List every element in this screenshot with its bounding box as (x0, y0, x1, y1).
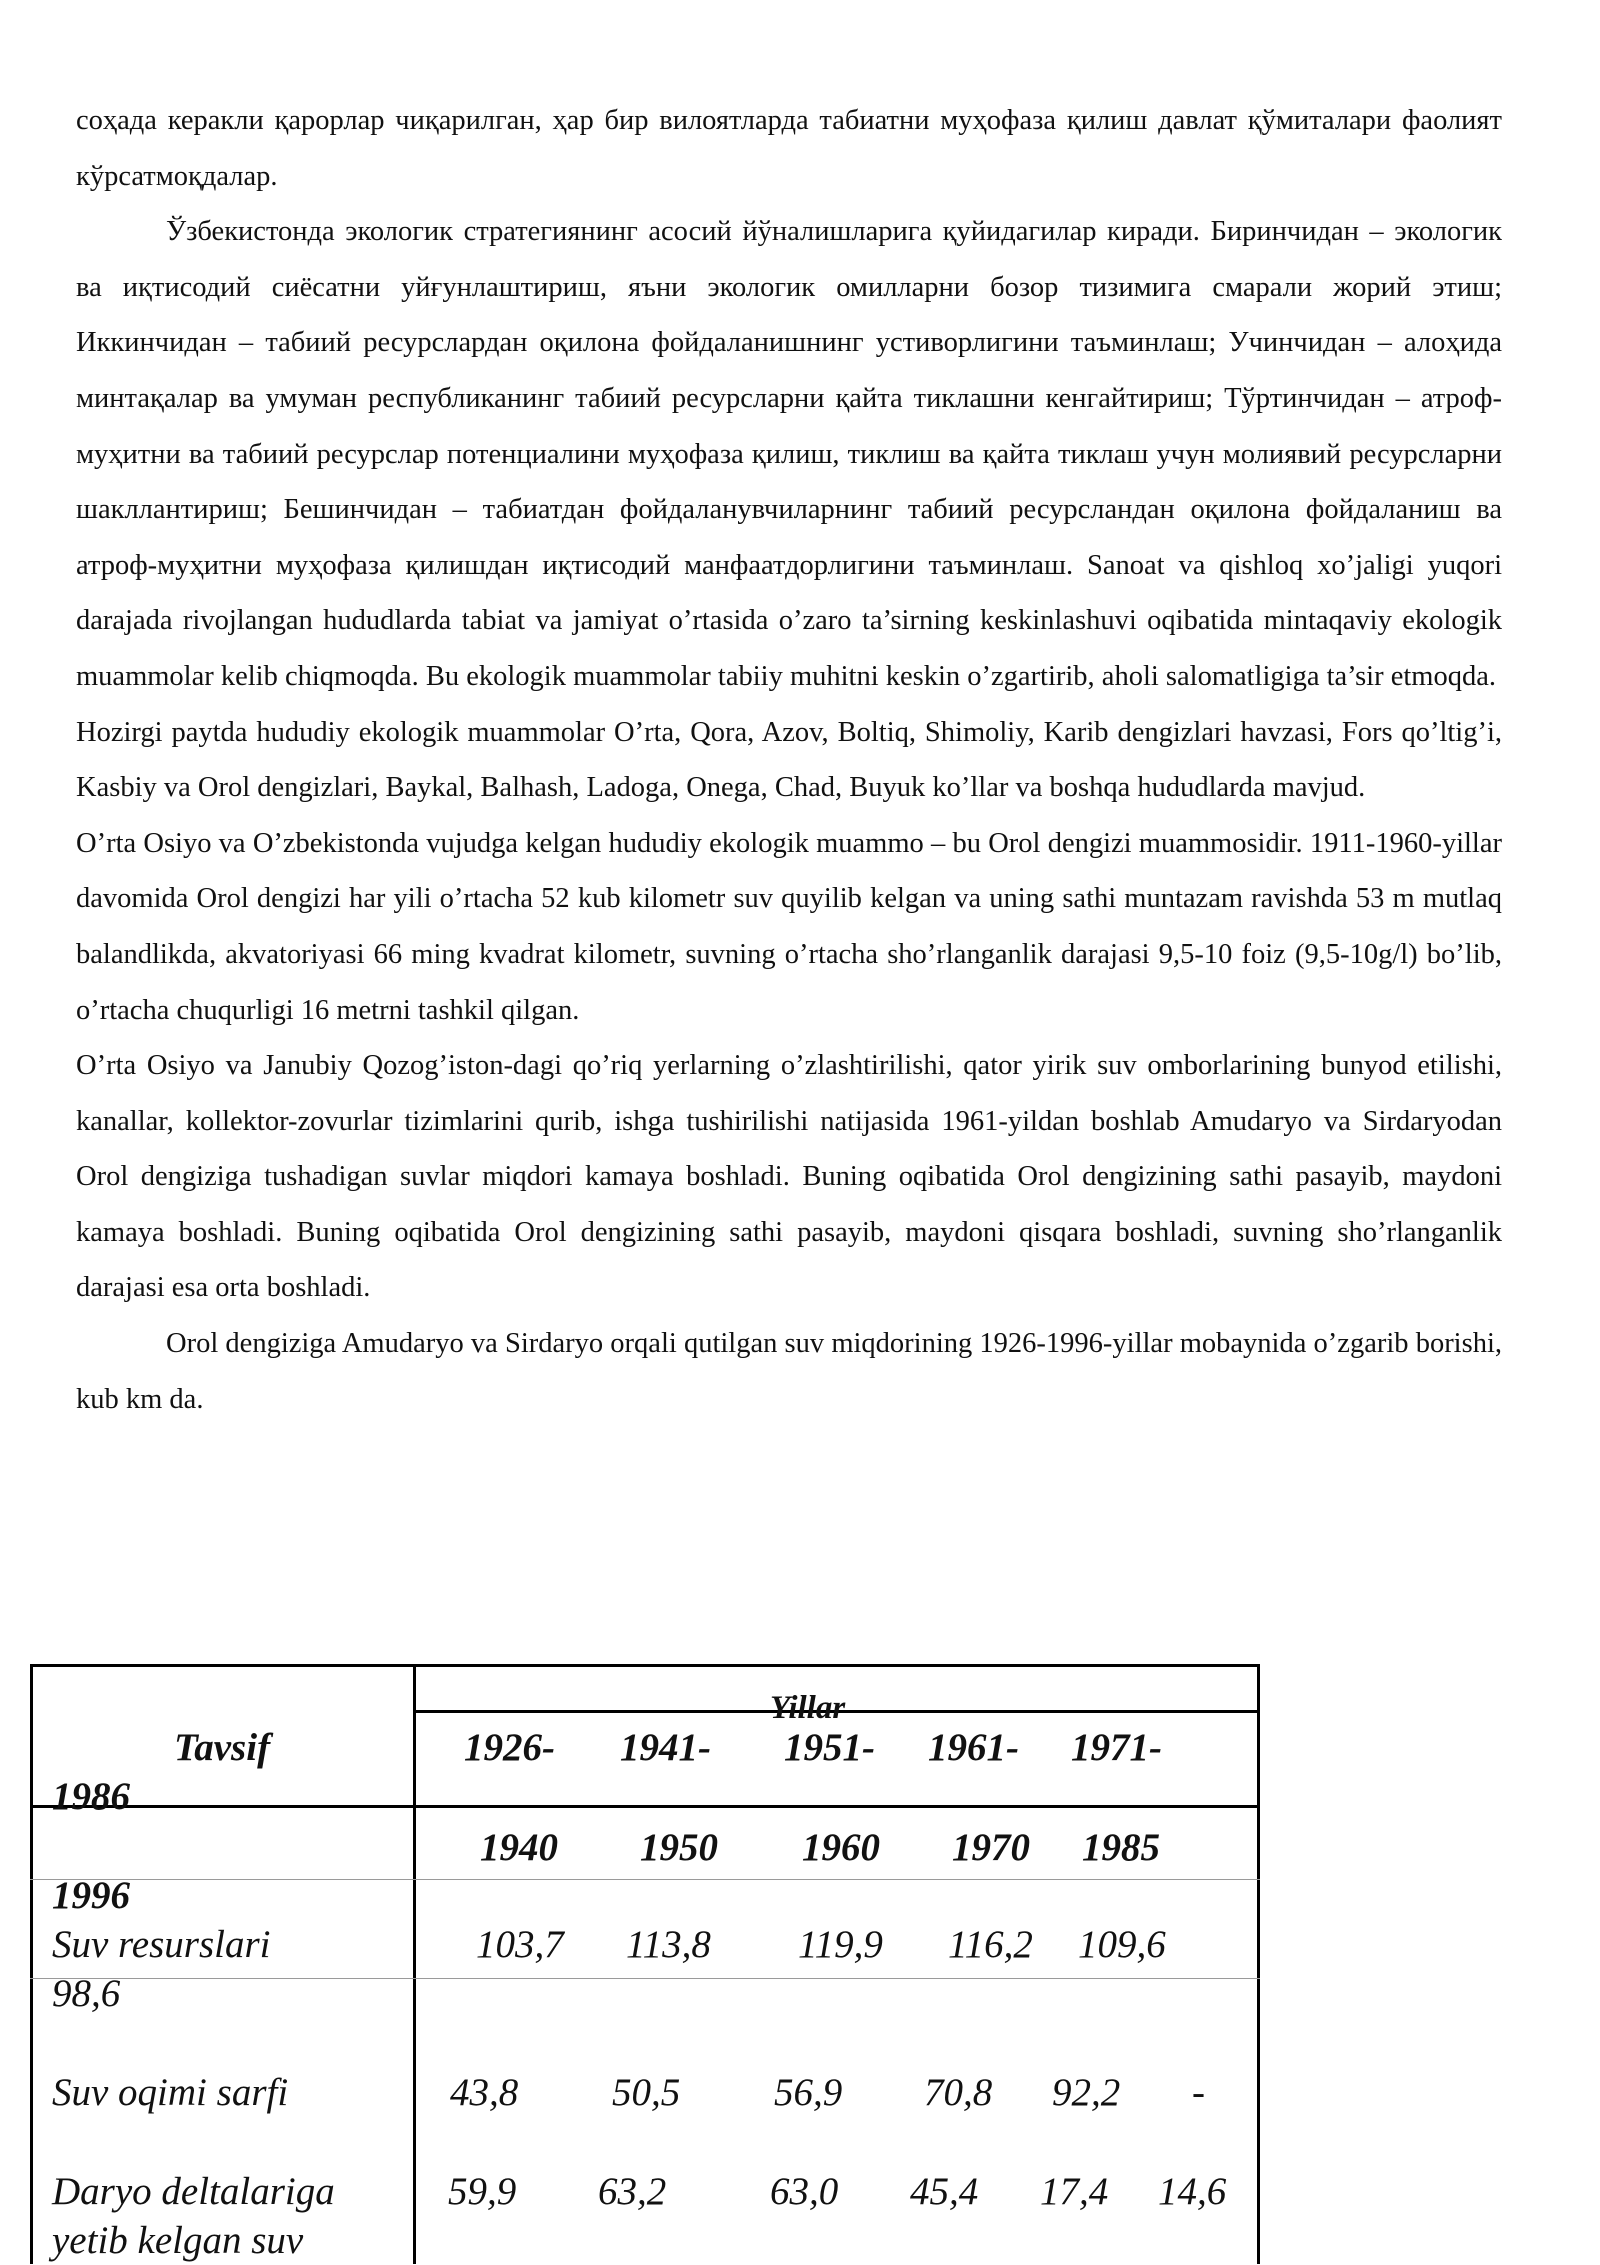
table-row-label: Suv resurslari (52, 1923, 271, 1966)
table-cell: 59,9 (448, 2170, 517, 2213)
table-row-label: yetib kelgan suv (52, 2219, 304, 2262)
table-header-year: 1986 (52, 1775, 130, 1818)
paragraph: соҳада керакли қарорлар чиқарилган, ҳар бир вилоятларда табиатни муҳофаза қилиш давлат қўмиталари фаолият кўрсатмоқдалар. (76, 105, 1502, 192)
table-cell: 14,6 (1158, 2170, 1227, 2213)
table-cell: 63,2 (598, 2170, 667, 2213)
table-cell: 119,9 (798, 1923, 883, 1966)
table-rule (30, 1879, 1260, 1880)
table-border (30, 1664, 33, 2264)
table-header-year: 1941- (620, 1726, 711, 1769)
document-body (76, 93, 1502, 1427)
table-header-year: 1950 (640, 1826, 718, 1869)
table-header-year: 1960 (802, 1826, 880, 1869)
table-border (30, 1805, 1260, 1808)
paragraph: Hozirgi paytda hududiy ekologik muammolar O’rta, Qora, Azov, Boltiq, Shimoliy, Karib dengizlari havzasi, Fors qo’ltig’i, Kasbiy va Orol dengizlari, Baykal, Balhash, Ladoga, Onega, Chad, Buyuk ko’llar va boshqa hududlarda mavjud. (76, 716, 1502, 804)
table-group-header: Yillar (770, 1690, 846, 1726)
table-cell: 113,8 (626, 1923, 711, 1966)
table-header-year: 1951- (784, 1726, 875, 1769)
table-header-year: 1996 (52, 1874, 130, 1917)
table-cell: 98,6 (52, 1972, 121, 2015)
table-header-year: 1971- (1071, 1726, 1162, 1769)
paragraph: O’rta Osiyo va O’zbekistonda vujudga kelgan hududiy ekologik muammo – bu Orol dengizi muammosidir. 1911-1960-yillar davomida Orol dengizi har yili o’rtacha 52 kub kilometr suv quyilib kelgan va uning sathi muntazam ravishda 53 m mutlaq balandlikda, akvatoriyasi 66 ming kvadrat kilometr, suvning o’rtacha sho’rlanganlik darajasi 9,5-10 foiz (9,5-10g/l) bo’lib, o’rtacha chuqurligi 16 metrni tashkil qilgan. (76, 827, 1502, 1026)
table-cell: 92,2 (1052, 2071, 1121, 2114)
table-cell: 103,7 (476, 1923, 564, 1966)
table-cell: 70,8 (924, 2071, 993, 2114)
table-border (30, 1664, 1260, 1667)
table-cell: 17,4 (1040, 2170, 1109, 2213)
paragraph: Orol dengiziga Amudaryo va Sirdaryo orqali qutilgan suv miqdorining 1926-1996-yillar mobaynida o’zgarib borishi, kub km da. (76, 1328, 1502, 1415)
table-cell: - (1192, 2071, 1205, 2114)
paragraph: O’rta Osiyo va Janubiy Qozog’iston-dagi qo’riq yerlarning o’zlashtirilishi, qator yirik suv omborlarining bunyod etilishi, kanallar, kollektor-zovurlar tizimlarini qurib, ishga tushirilishi natijasida 1961-yildan boshlab Amudaryo va Sirdaryodan Orol dengiziga tushadigan suvlar miqdori kamaya boshladi. Buning oqibatida Orol dengizining sathi pasayib, maydoni kamaya boshladi. Buning oqibatida Orol dengizining sathi pasayib, maydoni qisqara boshladi, suvning sho’rlanganlik darajasi esa orta boshladi. (76, 1050, 1502, 1304)
table-border (1257, 1664, 1260, 2264)
table-rule (30, 1978, 1260, 1979)
table-header-year: 1970 (952, 1826, 1030, 1869)
table-row-label: Suv oqimi sarfi (52, 2071, 289, 2114)
table-cell: 116,2 (948, 1923, 1033, 1966)
table-cell: 45,4 (910, 2170, 979, 2213)
table-border (413, 1664, 416, 2264)
table-header-year: 1926- (464, 1726, 555, 1769)
table-header-year: 1940 (480, 1826, 558, 1869)
table-cell: 109,6 (1078, 1923, 1166, 1966)
water-table (30, 1664, 1260, 2264)
table-header-year: 1985 (1082, 1826, 1160, 1869)
table-header-year: 1961- (928, 1726, 1019, 1769)
table-header-tavsif: Tavsif (174, 1726, 271, 1769)
table-row-label: Daryo deltalariga (52, 2170, 335, 2213)
table-cell: 50,5 (612, 2071, 681, 2114)
paragraph: Ўзбекистонда экологик стратегиянинг асосий йўналишларига қуйидагилар киради. Биринчидан – экологик ва иқтисодий сиёсатни уйғунлаштириш, яъни экологик омилларни бозор тизимига смарали жорий этиш; Иккинчидан – табиий ресурслардан оқилона фойдаланишнинг устиворлигини таъминлаш; Учинчидан – алоҳида минтақалар ва умуман республиканинг табиий ресурсларни қайта тиклашни кенгайтириш; Тўртинчидан – атроф-муҳитни ва табиий ресурслар потенциалини муҳофаза қилиш, тиклиш ва қайта тиклаш учун молиявий ресурсларни шакллантириш; Бешинчидан – табиатдан фойдаланувчиларнинг табиий ресурсландан оқилона фойдаланиш ва атроф-муҳитни муҳофаза қилишдан иқтисодий манфаатдорлигини таъминлаш. Sanoat va qishloq xo’jaligi yuqori darajada rivojlangan hududlarda tabiat va jamiyat o’rtasida o’zaro ta’sirning keskinlashuvi oqibatida mintaqaviy ekologik muammolar kelib chiqmoqda. Bu ekologik muammolar tabiiy muhitni keskin o’zgartirib, aholi salomatligiga ta’sir etmoqda. (76, 216, 1502, 692)
table-cell: 63,0 (770, 2170, 839, 2213)
table-cell: 43,8 (450, 2071, 519, 2114)
table-cell: 56,9 (774, 2071, 843, 2114)
